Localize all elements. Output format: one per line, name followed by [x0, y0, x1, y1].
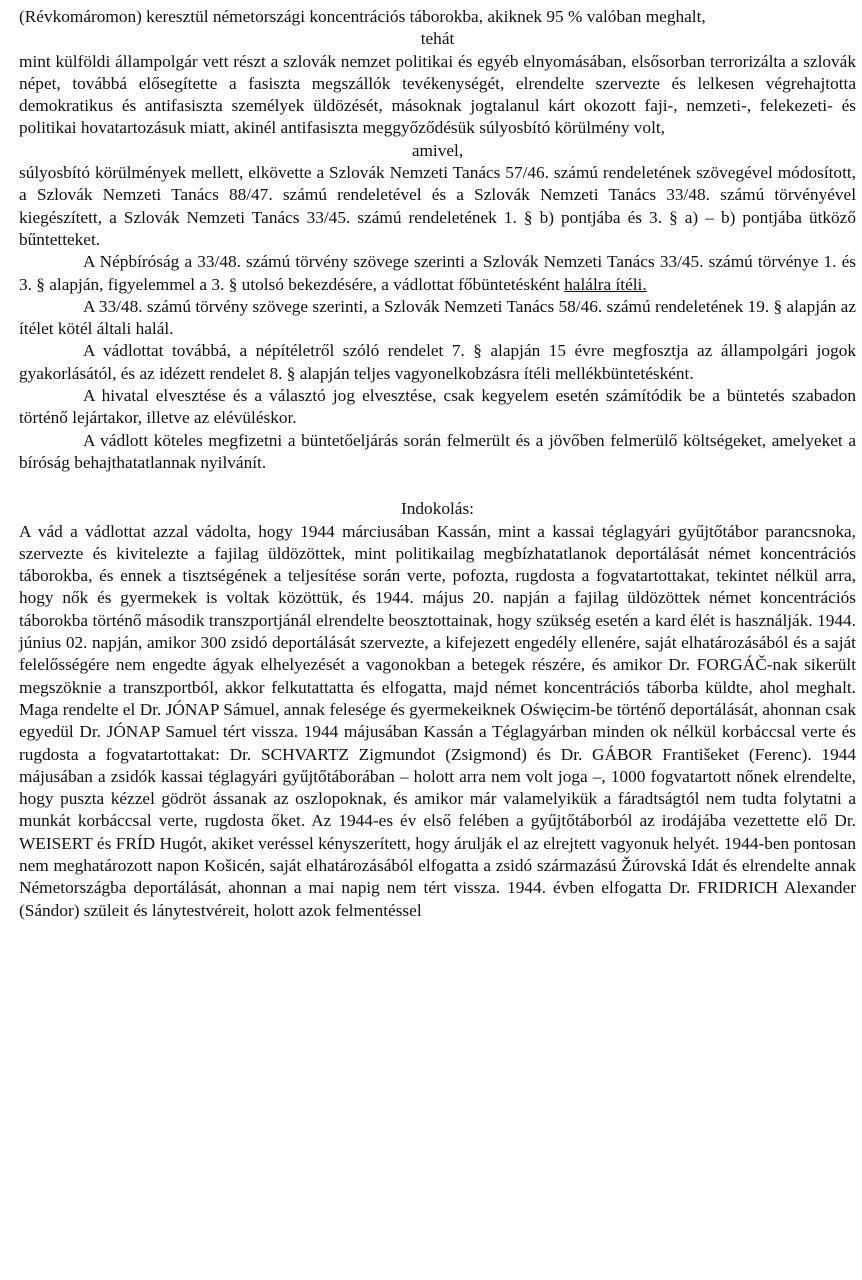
connector-amivel: amivel,	[411, 140, 464, 160]
office-paragraph: A hivatal elvesztése és a választó jog elvesztése, csak kegyelem esetén számítódik be a büntetés szabadon történő lejártakor, illetve az elévüléskor.	[19, 386, 856, 428]
sentence-text: A Népbíróság a 33/48. számú törvény szövege szerinti a Szlovák Nemzeti Tanács 33/45. számú törvénye 1. és 3. § alapján, figyelemmel a 3. § utolsó bekezdésére, a vádlottat főbüntetésként	[19, 252, 856, 294]
intro-paragraph: (Révkomáromon) keresztül németországi koncentrációs táborokba, akiknek 95 % valóban meghalt,	[19, 7, 706, 26]
costs-paragraph: A vádlott köteles megfizetni a büntetőeljárás során felmerült és a jövőben felmerülő költségeket, amelyeket a bíróság behajthatatlannak nyilvánít.	[19, 430, 856, 472]
death-sentence-underlined: halálra ítéli.	[564, 274, 647, 294]
sentence-paragraph	[19, 251, 856, 296]
reasons-heading: Indokolás:	[401, 499, 474, 519]
section-gap	[19, 474, 856, 498]
execution-paragraph: A 33/48. számú törvény szövege szerinti, a Szlovák Nemzeti Tanács 58/46. számú rendeletének 19. § alapján az ítélet kötél általi halál.	[19, 296, 856, 339]
charges-paragraph: mint külföldi állampolgár vett részt a szlovák nemzet politikai és egyéb elnyomásában, elsősorban terrorizálta a szlovák népet, továbbá elősegítette a fasiszta megszállók tevékenységét, elrendelte szervezte és lelkesen végrehajtotta demokratikus és antifasiszta személyek üldözését, másoknak jogtalanul kárt okozott faji-, nemzeti-, felekezeti- és politikai hovatartozásuk miatt, akinél antifasiszta meggyőződésük súlyosbító körülmény volt,	[19, 51, 856, 138]
reasons-paragraph: A vád a vádlottat azzal vádolta, hogy 1944 márciusában Kassán, mint a kassai téglagyári gyűjtőtábor parancsnoka, szervezte és kivitelezte a fajilag üldözöttek, mint politikailag megbízhatatlanok deportálását német koncentrációs táborokba, és ennek a tisztségének a teljesítése során verte, pofozta, rugdosta a fogvatartottakat, tekintet nélkül arra, hogy nők és gyermekek is voltak közöttük, és 1944. május 20. napján a fajilag üldözöttek német koncentrációs táborokba történő második transzportjánál elrendelte beosztottainak, hogy szükség esetén a kard élét is használják. 1944. június 02. napján, amikor 300 zsidó deportálását szervezte, a kifejezett engedély ellenére, saját elhatározásából és a saját felelősségére nem engedte ágyak elhelyezését a vagonokban a betegek részére, és amikor Dr. FORGÁČ-nak sikerült megszöknie a transzportból, akkor felkutattatta és elfogatta, majd német koncentrációs táborba küldte, ahol meghalt. Maga rendelte el Dr. JÓNAP Sámuel, annak felesége és gyermekeiknek Oświęcim-be történő deportálását, ahonnan csak egyedül Dr. JÓNAP Samuel tért vissza. 1944 májusában Kassán a Téglagyárban minden ok nélkül korbáccsal verte és rugdosta a fogvatartottakat: Dr. SCHVARTZ Zigmundot (Zsigmond) és Dr. GÁBOR Františeket (Ferenc). 1944 májusában a zsidók kassai téglagyári gyűjtőtáborában – holott arra nem volt joga –, 1000 fogvatartott nőnek elrendelte, hogy puszta kézzel gödröt ássanak az oszlopoknak, és amikor már valamelyikük a fáradtságtól nem tudta folytatni a munkát korbáccsal verte, rugdosta őket. Az 1944-es év első felében a gyűjtőtáborból az irodájába vezettette elő Dr. WEISERT és FRÍD Hugót, akiket veréssel kényszerített, hogy árulják el az elrejtett vagyonuk helyét. 1944-ben pontosan nem meghatározott napon Košicén, saját elhatározásából elfogatta a zsidó származású Žúrovská Idát és elrendelte annak Németországba deportálását, ahonnan a mai napig nem tért vissza. 1944. évben elfogatta Dr. FRIDRICH Alexander (Sándor) szüleit és lánytestvéreit, holott azok felmentéssel	[19, 521, 856, 920]
connector-tehat: tehát	[420, 29, 455, 49]
crimes-paragraph: súlyosbító körülmények mellett, elkövette a Szlovák Nemzeti Tanács 57/46. számú rendeletének szövegével módosított, a Szlovák Nemzeti Tanács 88/47. számú rendeletével és a Szlovák Nemzeti Tanács 33/48. számú törvényével kiegészített, a Szlovák Nemzeti Tanács 33/45. számú rendeletének 1. § b) pontjába és 3. § a) – b) pontjába ütköző bűntetteket.	[19, 163, 856, 249]
rights-paragraph: A vádlottat továbbá, a népítéletről szóló rendelet 7. § alapján 15 évre megfosztja az állampolgári jogok gyakorlásától, és az idézett rendelet 8. § alapján teljes vagyonelkobzásra ítéli mellékbüntetésként.	[19, 341, 856, 383]
